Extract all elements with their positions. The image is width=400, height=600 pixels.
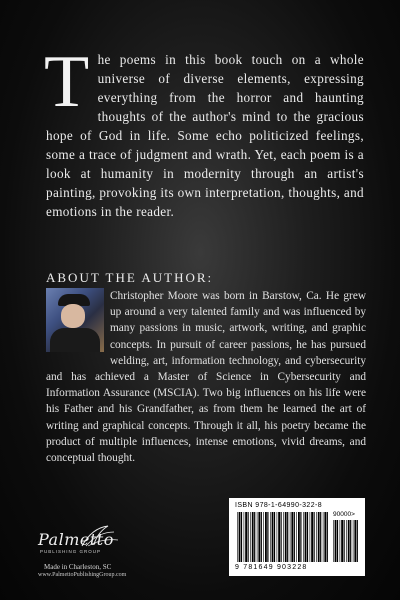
author-photo-body xyxy=(50,328,100,352)
intro-paragraph xyxy=(44,41,364,221)
barcode-bar xyxy=(311,512,313,562)
barcode-bar xyxy=(350,520,351,562)
author-photo xyxy=(46,288,104,352)
barcode-bar xyxy=(277,512,278,562)
barcode-bar xyxy=(314,512,315,562)
barcode-bar xyxy=(278,512,280,562)
barcode-addon-bars xyxy=(333,520,359,562)
barcode-bar xyxy=(335,520,337,562)
author-bio-text: Christopher Moore was born in Barstow, Ca. He grew up around a very talented family and was influenced by many passions in music, artwork, writing, and graphic concepts. In pursuit of career passions, he has pursued welding, art, information technology, and cybersecurity and has achieved a Master of Science in Cybersecurity and Information Assurance (MSCIA). Two big influences on his life were his Father and his Grandfather, as from them he learned the art of writing and graphical concepts. Through it all, his poetry became the product of multiple influences, intense emotions, vivid dreams, and conceptual thought. xyxy=(46,290,366,465)
barcode-bar xyxy=(305,512,307,562)
isbn-number: ISBN 978-1-64990-322-8 xyxy=(235,502,323,509)
barcode-bar xyxy=(354,520,356,562)
barcode-bar xyxy=(346,520,347,562)
barcode-bar xyxy=(237,512,238,562)
barcode-bar xyxy=(263,512,264,562)
barcode-bar xyxy=(323,512,324,562)
barcode-bar xyxy=(267,512,268,562)
barcode-bar xyxy=(285,512,287,562)
barcode-bar xyxy=(353,520,354,562)
barcode-bar xyxy=(296,512,297,562)
barcode-bar xyxy=(316,512,317,562)
author-bio-block xyxy=(46,288,366,466)
barcode-bar xyxy=(239,512,241,562)
author-photo-face xyxy=(61,304,85,328)
barcode-bar xyxy=(283,512,284,562)
publisher-logo-name: Palmetto xyxy=(38,530,114,549)
barcode-bar xyxy=(245,512,247,562)
drop-cap: T xyxy=(44,41,90,123)
barcode-bar xyxy=(324,512,326,562)
barcode-bar xyxy=(287,512,288,562)
barcode-bar xyxy=(250,512,251,562)
publisher-logo xyxy=(36,524,126,560)
barcode-bar xyxy=(348,520,350,562)
barcode-bar xyxy=(270,512,271,562)
price-code: 90000> xyxy=(333,511,355,518)
publisher-logo-subtitle: PUBLISHING GROUP xyxy=(40,549,102,554)
about-author-heading: ABOUT THE AUTHOR: xyxy=(46,270,214,285)
barcode-bar xyxy=(261,512,262,562)
barcode-main-bars xyxy=(237,512,329,562)
barcode-bar xyxy=(298,512,300,562)
barcode-bar xyxy=(341,520,343,562)
barcode-bar xyxy=(318,512,320,562)
publisher-website: www.PalmettoPublishingGroup.com xyxy=(38,572,127,578)
barcode-bar xyxy=(254,512,255,562)
barcode-bar xyxy=(257,512,258,562)
isbn-barcode xyxy=(229,498,365,576)
barcode-bar xyxy=(274,512,275,562)
ean-digits: 9 781649 903228 xyxy=(235,564,308,571)
barcode-bar xyxy=(340,520,341,562)
barcode-bar xyxy=(265,512,267,562)
barcode-bar xyxy=(244,512,245,562)
barcode-bar xyxy=(291,512,293,562)
barcode-bar xyxy=(241,512,242,562)
barcode-bar xyxy=(310,512,311,562)
barcode-bar xyxy=(290,512,291,562)
barcode-bar xyxy=(333,520,334,562)
barcode-bar xyxy=(281,512,282,562)
barcode-bar xyxy=(300,512,301,562)
barcode-bar xyxy=(344,520,345,562)
barcode-bar xyxy=(303,512,304,562)
barcode-bar xyxy=(272,512,274,562)
barcode-bar xyxy=(307,512,308,562)
barcode-bar xyxy=(357,520,358,562)
intro-text: he poems in this book touch on a whole universe of diverse elements, expressing everything from the horror and haunting thoughts of the author's mind to the gracious hope of God in life. Some echo politicized feelings, some a trace of judgment and wrath. Yet, each poem is a look at humanity in modernity through an artist's painting, provoking its own interpretation, thoughts, and emotions in the reader. xyxy=(46,52,364,219)
barcode-bar xyxy=(320,512,321,562)
barcode-bar xyxy=(248,512,249,562)
barcode-bar xyxy=(252,512,254,562)
barcode-bar xyxy=(337,520,338,562)
barcode-bar xyxy=(327,512,328,562)
publisher-location: Made in Charleston, SC xyxy=(44,563,112,571)
barcode-bar xyxy=(258,512,260,562)
barcode-bar xyxy=(294,512,295,562)
